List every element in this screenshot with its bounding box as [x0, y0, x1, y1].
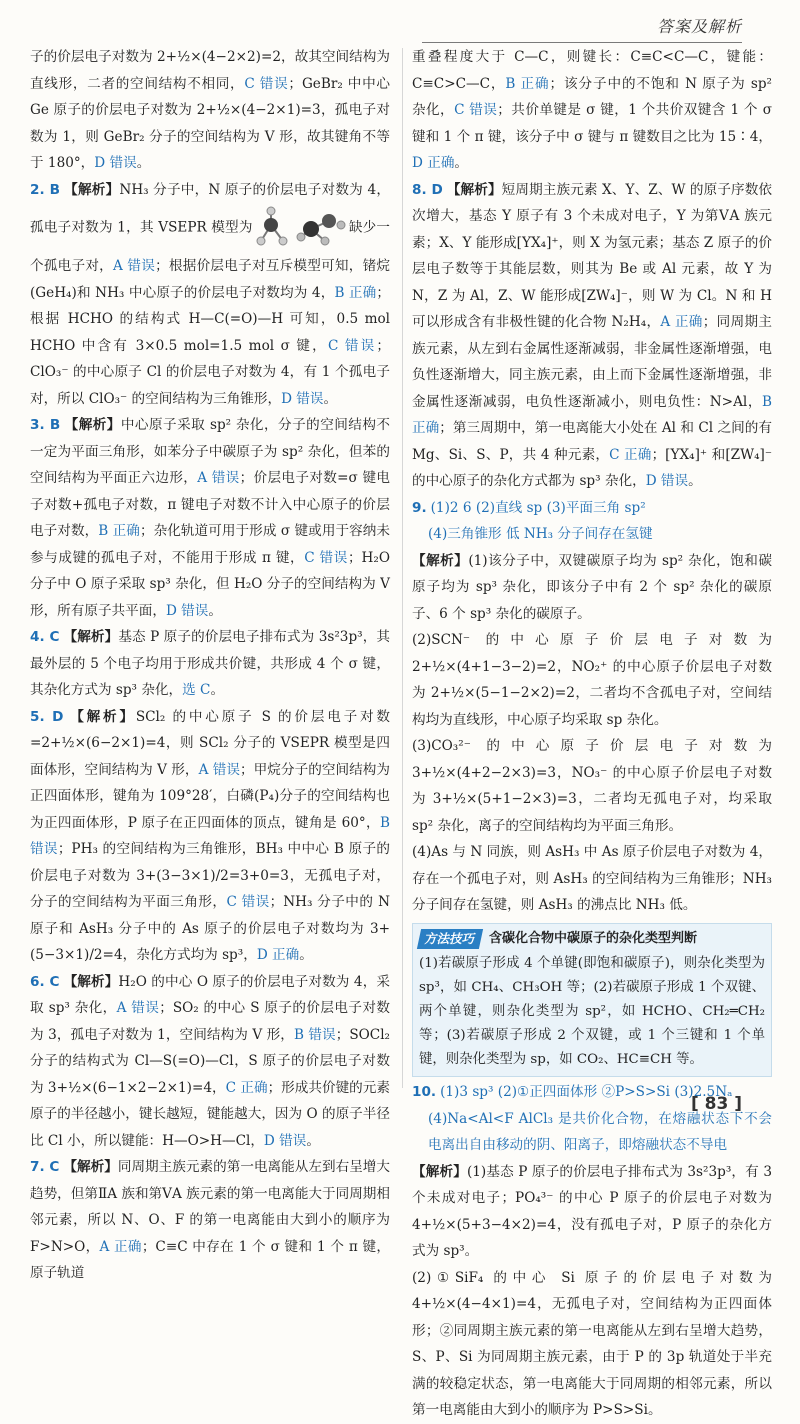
- method-body: (1)若碳原子形成 4 个单键(即饱和碳原子)，则杂化类型为 sp³，如 CH₄、CH₃OH 等；(2)若碳原子形成 1 个双键、两个单键，则杂化类型为 sp²，如 HCHO、CH₂═CH₂ 等；(3)若碳原子形成 2 个双键，或 1 个三键和 1 个单键，则杂化类型为 sp，如 CO₂、HC≡CH 等。: [419, 956, 765, 1067]
- answer-line: (1)3 sp³ (2)①正四面体形 ②P>S>Si (3)2.5Nₐ: [440, 1084, 733, 1100]
- answer-item-10: 10. (1)3 sp³ (2)①正四面体形 ②P>S>Si (3)2.5Nₐ: [412, 1084, 733, 1100]
- left-column: [30, 44, 390, 1287]
- header-title: 答案及解析: [656, 17, 742, 36]
- answer-item-4: 4. C 【解析】基态 P 原子的价层电子排布式为 3s²3p³，其最外层的 5 个电子均用于形成共价键，共形成 4 个 σ 键，其杂化方式为 sp³ 杂化，选 C。: [30, 629, 390, 698]
- analysis-tag: 【解析】: [63, 181, 120, 198]
- analysis-paragraph: (3)CO₃²⁻ 的中心原子价层电子对数为 3+½×(4+2−2×3)=3，NO₃⁻ 的中心原子价层电子对数为 3+½×(5+1−2×3)=3，二者均无孤电子对，均采取 sp² 杂化，离子的空间结构均为平面三角形。: [412, 738, 772, 834]
- question-number: 2. B: [30, 181, 60, 198]
- page-number: [ 83 ]: [690, 1094, 742, 1114]
- page-header: [0, 0, 800, 44]
- method-tip-header: [419, 926, 765, 953]
- molecule-model-icon: [255, 203, 347, 253]
- right-column: [412, 44, 772, 1424]
- continued-paragraph: 子的价层电子对数为 2+½×(4−2×2)=2，故其空间结构为直线形，二者的空间结构不相同，C 错误；GeBr₂ 中中心 Ge 原子的价层电子对数为 2+½×(4−2×1)=3，孤电子对数为 1，则 GeBr₂ 分子的空间结构为 V 形，故其键角不等于 180°，D 错误。: [30, 49, 390, 171]
- method-badge: 方法技巧: [417, 929, 483, 949]
- analysis-paragraph: (2)SCN⁻ 的中心原子价层电子对数为 2+½×(4+1−3−2)=2，NO₂⁺ 的中心原子价层电子对数为 2+½×(5−1−2×2)=2，二者均不含孤电子对，空间结构均为直线形，中心原子均采取 sp 杂化。: [412, 632, 772, 728]
- verdict-d: D 错误: [94, 155, 137, 171]
- analysis-paragraph: 【解析】(1)基态 P 原子的价层电子排布式为 3s²3p³，有 3 个未成对电子；PO₄³⁻ 的中心 P 原子的价层电子对数为 4+½×(5+3−4×2)=4，没有孤电子对，P 原子的杂化方式为 sp³。: [412, 1163, 772, 1259]
- analysis-paragraph: 【解析】(1)该分子中，双键碳原子均为 sp² 杂化，饱和碳原子均为 sp³ 杂化，即该分子中有 2 个 sp² 杂化的碳原子、6 个 sp³ 杂化的碳原子。: [412, 552, 772, 622]
- answer-line: (4)三角锥形 低 NH₃ 分子间存在氢键: [428, 526, 653, 542]
- analysis-paragraph: (2)①SiF₄ 的中心 Si 原子的价层电子对数为 4+½×(4−4×1)=4，无孤电子对，空间结构为正四面体形；②同周期主族元素的第一电离能从左到右呈增大趋势，S、P、Si 为同周期主族元素，由于 P 的 3p 轨道处于半充满的较稳定状态，第一电离能大于同周期的相邻元素，所以第一电离能由大到小的顺序为 P>S>Si。: [412, 1269, 772, 1418]
- analysis-paragraph: (4)As 与 N 同族，则 AsH₃ 中 As 原子价层电子对数为 4，存在一个孤电子对，则 AsH₃ 的空间结构为三角锥形；NH₃ 分子间存在氢键，则 AsH₃ 的沸点比 NH₃ 低。: [412, 844, 772, 913]
- answer-line: (1)2 6 (2)直线 sp (3)平面三角 sp²: [430, 499, 646, 516]
- method-title: 含碳化合物中碳原子的杂化类型判断: [489, 930, 698, 946]
- header-rule: [422, 42, 742, 43]
- answer-line: (4)Na<Al<F AlCl₃ 是共价化合物，在熔融状态下不会电离出自由移动的阴、阳离子，即熔融状态不导电: [428, 1110, 772, 1153]
- continued-item-7: 重叠程度大于 C—C，则键长：C≡C<C—C，键能：C≡C>C—C，B 正确；该分子中的不饱和 N 原子为 sp² 杂化，C 错误；共价单键是 σ 键，1 个共价双键含 1 个 σ 键和 1 个 π 键，该分子中 σ 键与 π 键数目之比为 15∶4，D 正确。: [412, 49, 772, 171]
- answer-item-5: 5. D 【解析】SCl₂ 的中心原子 S 的价层电子对数=2+½×(6−2×1)=4，则 SCl₂ 分子的 VSEPR 模型是四面体形，空间结构为 V 形，A 错误；甲烷分子的空间结构为正四面体形，键角为 109°28′，白磷(P₄)分子的空间结构也为正四面体形，P 原子在正四面体的顶点，键角是 60°，B 错误；PH₃ 的空间结构为三角锥形，BH₃ 中中心 B 原子的价层电子对数为 3+(3−3×1)/2=3+0=3，无孤电子对，分子的空间结构为平面三角形，C 错误；NH₃ 分子中的 N 原子和 AsH₃ 分子中的 As 原子的价层电子对数均为 3+(5−3×1)/2=4，杂化方式均为 sp³，D 正确。: [30, 708, 391, 963]
- answer-item-8: 8. D 【解析】短周期主族元素 X、Y、Z、W 的原子序数依次增大，基态 Y 原子有 3 个未成对电子，Y 为第ⅤA 族元素；X、Y 能形成[YX₄]⁺，则 X 为氢元素；基态 Z 原子的价层电子数等于其能层数，则其为 Be 或 Al 元素，故 Y 为 N，Z 为 Al，Z、W 能形成[ZW₄]⁻，则 W 为 Cl。N 和 H 可以形成含有非极性键的化合物 N₂H₄，A 正确；同周期主族元素，从左到右金属性逐渐减弱，非金属性逐渐增强，电负性逐渐增大，同主族元素，由上而下金属性逐渐增强，非金属性逐渐减弱，电负性逐渐减小，则电负性：N>Al，B 正确；第三周期中，第一电离能大小处在 Al 和 Cl 之间的有 Mg、Si、S、P，共 4 种元素，C 正确；[YX₄]⁺ 和[ZW₄]⁻ 的中心原子的杂化方式都为 sp³ 杂化，D 错误。: [412, 181, 773, 489]
- answer-item-7: 7. C 【解析】同周期主族元素的第一电离能从左到右呈增大趋势，但第ⅡA 族和第ⅤA 族元素的第一电离能大于同周期相邻元素，所以 N、O、F 的第一电离能由大到小的顺序为 F>N>O，A 正确；C≡C 中存在 1 个 σ 键和 1 个 π 键，原子轨道: [30, 1159, 391, 1281]
- verdict-c: C 错误: [244, 75, 289, 92]
- answer-item-2: 2. B 【解析】NH₃ 分子中，N 原子的价层电子对数为 4，孤电子对数为 1，其 VSEPR 模型为 缺少一个孤电子对，A 错误；根据价层电子对互斥模型可知，锗烷(GeH₄)和 NH₃ 中心原子的价层电子对数均为 4，B 正确；根据 HCHO 的结构式 H—C(=O)—H 可知，0.5 mol HCHO 中含有 3×0.5 mol=1.5 mol σ 键，C 错误；ClO₃⁻ 的中心原子 Cl 的价层电子对数为 4，有 1 个孤电子对，所以 ClO₃⁻ 的空间结构为三角锥形，D 错误。: [30, 181, 391, 407]
- answer-item-9: 9. (1)2 6 (2)直线 sp (3)平面三角 sp²: [412, 499, 646, 516]
- answer-item-3: 3. B 【解析】中心原子采取 sp² 杂化，分子的空间结构不一定为平面三角形，如苯分子中碳原子为 sp² 杂化，但苯的空间结构为平面正六边形，A 错误；价层电子对数=σ 键电子对数+孤电子对数，π 键电子对数不计入中心原子的价层电子对数，B 正确；杂化轨道可用于形成 σ 键或用于容纳未参与成键的孤电子对，不能用于形成 π 键，C 错误；H₂O 分子中 O 原子采取 sp³ 杂化，但 H₂O 分子的空间结构为 V 形，所有原子共平面，D 错误。: [30, 417, 391, 619]
- answer-item-6: 6. C 【解析】H₂O 的中心 O 原子的价层电子对数为 4，采取 sp³ 杂化，A 错误；SO₂ 的中心 S 原子的价层电子对数为 3，孤电子对数为 1，空间结构为 V 形，B 错误；SOCl₂ 分子的结构式为 Cl—S(=O)—Cl，S 原子的价层电子对数为 3+½×(6−1×2−2×1)=4，C 正确；形成共价键的元素原子的半径越小，键长越短，键能越大，因为 O 的原子半径比 Cl 小，所以键能：H—O>H—Cl，D 错误。: [30, 973, 390, 1149]
- column-divider: [402, 48, 403, 1088]
- method-tip-box: [412, 923, 772, 1078]
